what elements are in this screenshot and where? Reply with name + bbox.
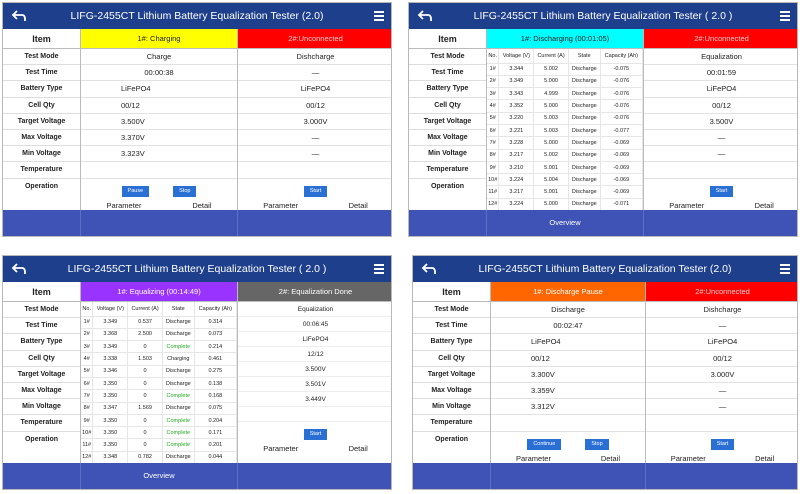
footer-bar [409, 210, 797, 236]
label-test-mode: Test Mode [413, 302, 490, 318]
cell-row [487, 149, 643, 161]
ch2-target-voltage: 3.000V [646, 367, 798, 383]
label-temperature: Temperature [409, 162, 486, 178]
cell-value: 3.350 [93, 390, 128, 402]
cell-value: 0.073 [194, 328, 236, 340]
cell-value: 3.220 [499, 112, 534, 124]
cell-value: Discharge [568, 198, 600, 210]
cell-value: 3.352 [499, 100, 534, 112]
cell-value: -0.069 [600, 149, 642, 161]
label-operation: Operation [430, 182, 465, 190]
cell-value: 5.002 [534, 63, 569, 75]
ch2-target-voltage: 3.500V [644, 114, 798, 130]
ch2-min-voltage: — [646, 399, 798, 415]
panel-discharging [408, 2, 798, 237]
label-target-voltage: Target Voltage [409, 114, 486, 130]
cell-value: 5.002 [534, 149, 569, 161]
label-battery-type: Battery Type [3, 81, 80, 97]
label-min-voltage: Min Voltage [409, 146, 486, 162]
detail-link[interactable]: Detail [600, 453, 621, 463]
parameter-link[interactable]: Parameter [263, 444, 299, 453]
label-column [3, 282, 81, 464]
cell-value: 0 [128, 414, 163, 426]
ch2-cell-qty: 12/12 [238, 347, 392, 362]
cell-value: 3.217 [499, 149, 534, 161]
ch1-target-voltage: 3.500V [81, 114, 237, 130]
ch2-max-voltage: — [644, 130, 798, 146]
channel-1-column [487, 29, 644, 211]
cell-value: Discharge [162, 377, 194, 389]
cell-value: 5.000 [534, 75, 569, 87]
footer-bar [3, 463, 391, 489]
cell-value: 3.217 [499, 186, 534, 198]
cell-value: Discharge [162, 328, 194, 340]
cell-value: 2# [81, 328, 93, 340]
cell-value: 3.350 [93, 414, 128, 426]
ch2-target-voltage: 3.500V [238, 362, 392, 377]
cell-row [81, 353, 237, 365]
ch2-test-time: — [646, 318, 798, 334]
cell-value: 3.221 [499, 124, 534, 136]
cell-row [81, 316, 237, 328]
cell-value: 1# [487, 63, 499, 75]
cell-value: 0.314 [194, 316, 236, 328]
ch1-min-voltage: 3.312V [491, 399, 645, 415]
label-test-mode: Test Mode [3, 49, 80, 65]
cell-value: 1# [81, 316, 93, 328]
cell-row [487, 161, 643, 173]
label-temperature: Temperature [3, 415, 80, 431]
cell-value: 3.338 [93, 353, 128, 365]
cell-value: -0.077 [600, 124, 642, 136]
cell-value: 0 [128, 427, 163, 439]
cell-value: 1.503 [128, 353, 163, 365]
cell-value: 3.346 [93, 365, 128, 377]
channel-1-column [81, 29, 238, 211]
ch2-test-time: 00:01:59 [644, 65, 798, 81]
menu-icon[interactable] [374, 264, 384, 274]
channel-2-column [646, 282, 798, 464]
menu-icon[interactable] [780, 264, 790, 274]
ch2-test-mode: Dishcharge [238, 49, 392, 65]
cell-value: 0.214 [194, 341, 236, 353]
label-max-voltage: Max Voltage [3, 130, 80, 146]
cell-value: 9# [81, 414, 93, 426]
cell-value: 10# [81, 427, 93, 439]
cell-value: 8# [487, 149, 499, 161]
ch2-cell-qty: 00/12 [238, 98, 392, 114]
window-title: LIFG-2455CT Lithium Battery Equalization Tester ( 2.0 ) [67, 263, 327, 275]
label-battery-type: Battery Type [3, 334, 80, 350]
cell-value: 7# [81, 390, 93, 402]
ch2-battery-type: LiFePO4 [644, 81, 798, 97]
cell-value: 12# [81, 451, 93, 463]
cell-row [487, 186, 643, 198]
cell-value: 5.000 [534, 198, 569, 210]
cell-value: Discharge [568, 100, 600, 112]
cell-value: 9# [487, 161, 499, 173]
cell-value: -0.075 [600, 63, 642, 75]
cell-value: 3.349 [93, 341, 128, 353]
channel-2-column [238, 29, 392, 211]
stop-button[interactable]: Stop [173, 186, 196, 197]
cell-value: 3.349 [93, 316, 128, 328]
cell-value: 0.461 [194, 353, 236, 365]
start-button[interactable]: Start [304, 186, 328, 197]
channel-2-status[interactable]: 2#:Unconnected [646, 282, 798, 302]
parameter-link[interactable]: Parameter [263, 200, 299, 210]
ch2-max-voltage: — [238, 130, 392, 146]
ch2-battery-type: LiFePO4 [238, 332, 392, 347]
channel-2-status[interactable]: 2#: Equalization Done [238, 282, 392, 302]
cell-row [81, 377, 237, 389]
label-battery-type: Battery Type [413, 334, 490, 350]
cell-row [81, 390, 237, 402]
title-bar [413, 256, 797, 282]
label-max-voltage: Max Voltage [413, 383, 490, 399]
cell-value: 7# [487, 137, 499, 149]
cell-value: 5.000 [534, 100, 569, 112]
footer-bar [413, 463, 797, 489]
cell-value: 3.343 [499, 88, 534, 100]
ch2-max-voltage: 3.501V [238, 377, 392, 392]
detail-link[interactable]: Detail [192, 200, 212, 210]
cell-value: Discharge [568, 124, 600, 136]
cell-value: 3.224 [499, 198, 534, 210]
label-test-mode: Test Mode [409, 49, 486, 65]
ch2-test-mode: Dishcharge [646, 302, 798, 318]
ch2-test-time: — [238, 65, 392, 81]
cell-row [81, 427, 237, 439]
detail-link[interactable]: Detail [348, 444, 368, 453]
label-target-voltage: Target Voltage [3, 367, 80, 383]
label-test-time: Test Time [3, 318, 80, 334]
cell-row [487, 137, 643, 149]
ch1-test-mode: Discharge [491, 302, 645, 318]
cell-value: Complete [162, 414, 194, 426]
cell-value: Discharge [162, 365, 194, 377]
cell-row [81, 414, 237, 426]
cell-value: 3.347 [93, 402, 128, 414]
cell-value: 12# [487, 198, 499, 210]
cell-value: Complete [162, 341, 194, 353]
overview-tab[interactable]: Overview [81, 463, 238, 489]
cell-rows [487, 63, 643, 211]
channel-1-status[interactable]: 1#: Equalizing (00:14:49) [81, 282, 237, 302]
overview-tab[interactable]: Overview [487, 210, 644, 236]
cell-value: 0.138 [194, 377, 236, 389]
cell-value: -0.069 [600, 186, 642, 198]
channel-1-status[interactable]: 1#: Discharge Pause [491, 282, 645, 302]
ch2-test-time: 00:06:45 [238, 317, 392, 332]
channel-2-column [644, 29, 798, 211]
window-title: LIFG-2455CT Lithium Battery Equalization Tester (2.0) [70, 10, 324, 22]
ch2-min-voltage: — [238, 146, 392, 162]
cell-value: Discharge [568, 112, 600, 124]
cell-value: 0.275 [194, 365, 236, 377]
window-title: LIFG-2455CT Lithium Battery Equalization Tester (2.0) [478, 263, 732, 275]
cell-value: Discharge [568, 137, 600, 149]
cell-row [81, 341, 237, 353]
cell-row [81, 328, 237, 340]
label-test-time: Test Time [409, 65, 486, 81]
label-column [413, 282, 491, 464]
cell-value: 3.348 [93, 451, 128, 463]
panel-discharge-pause [412, 255, 798, 490]
cell-row [487, 63, 643, 75]
cell-row [81, 439, 237, 451]
cell-value: 0.171 [194, 427, 236, 439]
cell-value: 5# [487, 112, 499, 124]
label-cell-qty: Cell Qty [413, 351, 490, 367]
label-test-mode: Test Mode [3, 302, 80, 318]
ch1-battery-type: LiFePO4 [491, 334, 645, 350]
menu-icon[interactable] [374, 11, 384, 21]
label-operation: Operation [24, 182, 59, 190]
ch1-test-mode: Charge [81, 49, 237, 65]
ch2-cell-qty: 00/12 [646, 351, 798, 367]
ch1-max-voltage: 3.359V [491, 383, 645, 399]
cell-value: Discharge [162, 316, 194, 328]
label-cell-qty: Cell Qty [3, 351, 80, 367]
label-operation: Operation [24, 435, 59, 443]
item-header: Item [409, 29, 486, 49]
start-button[interactable]: Start [304, 429, 328, 440]
ch1-target-voltage: 3.300V [491, 367, 645, 383]
cell-value: Charging [162, 353, 194, 365]
cell-value: 3.210 [499, 161, 534, 173]
cell-value: 3.350 [93, 377, 128, 389]
label-test-time: Test Time [413, 318, 490, 334]
label-target-voltage: Target Voltage [413, 367, 490, 383]
parameter-link[interactable]: Parameter [669, 200, 705, 210]
cell-value: 0.201 [194, 439, 236, 451]
title-bar [3, 3, 391, 29]
cell-value: 11# [81, 439, 93, 451]
cell-table: No. Voltage (V) Current (A) State Capacity (Ah) 1# 3.344 5.002 Discharge -0.075 2# 3.349 5.000 Discharge -0.076 3# 3.343 4.999 Discharge -0.076 4# 3.352 5.000 Discharge -0.076 5# 3.220 5.003 Discharge -0.076 6# 3.221 5.003 Discharge -0.077 7# 3.228 5.000 Discharge -0.069 8# 3.217 5.002 Discharge -0.069 9# 3.210 5.001 Discharge -0.069 10# 3.224 5.004 Discharge -0.069 11# 3.217 5.001 Discharge -0.069 12# 3.224 5.000 Discharge -0.071 [487, 49, 643, 211]
cell-value: 0.044 [194, 451, 236, 463]
cell-value: 0 [128, 390, 163, 402]
stop-button[interactable]: Stop [585, 439, 608, 450]
ch2-min-voltage: 3.449V [238, 392, 392, 407]
cell-value: 3# [81, 341, 93, 353]
ch1-temperature [81, 162, 237, 178]
cell-value: Discharge [568, 75, 600, 87]
title-bar [409, 3, 797, 29]
cell-value: 5.003 [534, 112, 569, 124]
item-header: Item [3, 282, 80, 302]
continue-button[interactable]: Continue [527, 439, 561, 450]
cell-row [487, 75, 643, 87]
ch1-battery-type: LiFePO4 [81, 81, 237, 97]
channel-2-column [238, 282, 392, 464]
cell-value: 3# [487, 88, 499, 100]
label-column [409, 29, 487, 211]
cell-row [487, 112, 643, 124]
cell-value: 0 [128, 377, 163, 389]
label-operation: Operation [434, 435, 469, 443]
cell-value: 3.224 [499, 174, 534, 186]
cell-value: 5.003 [534, 124, 569, 136]
parameter-link[interactable]: Parameter [515, 453, 551, 463]
cell-value: 5.004 [534, 174, 569, 186]
cell-value: 11# [487, 186, 499, 198]
cell-value: -0.071 [600, 198, 642, 210]
cell-value: 5.000 [534, 137, 569, 149]
cell-value: Discharge [162, 402, 194, 414]
cell-value: 0.537 [128, 316, 163, 328]
menu-icon[interactable] [780, 11, 790, 21]
cell-value: 2.500 [128, 328, 163, 340]
ch2-min-voltage: — [644, 146, 798, 162]
cell-table: No. Voltage (V) Current (A) State Capacity (Ah) 1# 3.349 0.537 Discharge 0.314 2# 3.368 2.500 Discharge 0.073 3# 3.349 0 Complete 0.214 4# 3.338 1.503 Charging 0.461 5# 3.346 0 Discharge 0.275 6# 3.350 0 Discharge 0.138 7# 3.350 0 Complete 0.168 8# 3.347 1.569 Discharge 0.075 9# 3.350 0 Complete 0.204 10# 3.350 0 Complete 0.171 11# 3.350 0 Complete 0.201 12# 3.348 0.782 Discharge 0.044 [81, 302, 237, 464]
ch2-max-voltage: — [646, 383, 798, 399]
channel-1-status[interactable]: 1#: Charging [81, 29, 237, 49]
cell-value: 2# [487, 75, 499, 87]
ch1-min-voltage: 3.323V [81, 146, 237, 162]
title-bar [3, 256, 391, 282]
label-temperature: Temperature [3, 162, 80, 178]
cell-row [81, 402, 237, 414]
cell-value: 4# [81, 353, 93, 365]
cell-value: 0.204 [194, 414, 236, 426]
cell-rows [81, 316, 237, 464]
item-header: Item [413, 282, 490, 302]
cell-value: 3.228 [499, 137, 534, 149]
cell-value: -0.076 [600, 112, 642, 124]
cell-value: 10# [487, 174, 499, 186]
ch2-temperature [644, 162, 798, 178]
parameter-link[interactable]: Parameter [106, 200, 142, 210]
cell-value: 0 [128, 365, 163, 377]
cell-value: Discharge [568, 149, 600, 161]
cell-value: 0.075 [194, 402, 236, 414]
start-button[interactable]: Start [711, 439, 735, 450]
ch2-battery-type: LiFePO4 [646, 334, 798, 350]
ch1-cell-qty: 00/12 [81, 98, 237, 114]
label-cell-qty: Cell Qty [3, 98, 80, 114]
parameter-link[interactable]: Parameter [670, 453, 706, 463]
ch1-test-time: 00:00:38 [81, 65, 237, 81]
cell-value: 6# [81, 377, 93, 389]
label-max-voltage: Max Voltage [409, 130, 486, 146]
cell-value: Discharge [568, 186, 600, 198]
ch2-test-mode: Equalization [238, 302, 392, 317]
channel-1-status[interactable]: 1#: Discharging (00:01:05) [487, 29, 643, 49]
cell-value: -0.069 [600, 137, 642, 149]
cell-row [81, 365, 237, 377]
cell-value: 5.001 [534, 186, 569, 198]
cell-value: 0 [128, 341, 163, 353]
label-target-voltage: Target Voltage [3, 114, 80, 130]
label-column [3, 29, 81, 211]
cell-row [487, 198, 643, 210]
detail-link[interactable]: Detail [754, 200, 774, 210]
cell-value: Discharge [162, 451, 194, 463]
ch2-temperature [238, 162, 392, 178]
window-title: LIFG-2455CT Lithium Battery Equalization Tester ( 2.0 ) [473, 10, 733, 22]
cell-value: -0.076 [600, 100, 642, 112]
ch1-max-voltage: 3.370V [81, 130, 237, 146]
cell-row [487, 88, 643, 100]
ch1-temperature [491, 415, 645, 431]
ch2-target-voltage: 3.000V [238, 114, 392, 130]
cell-value: 4# [487, 100, 499, 112]
cell-value: 4.999 [534, 88, 569, 100]
cell-value: 6# [487, 124, 499, 136]
panel-charging [2, 2, 392, 237]
cell-value: Complete [162, 390, 194, 402]
cell-row [487, 124, 643, 136]
cell-row [487, 100, 643, 112]
label-min-voltage: Min Voltage [3, 146, 80, 162]
cell-value: -0.069 [600, 174, 642, 186]
cell-value: -0.076 [600, 75, 642, 87]
cell-value: Complete [162, 439, 194, 451]
detail-link[interactable]: Detail [755, 453, 775, 463]
cell-value: 3.368 [93, 328, 128, 340]
ch2-temperature [238, 407, 392, 422]
start-button[interactable]: Start [710, 186, 734, 197]
cell-value: -0.069 [600, 161, 642, 173]
cell-value: 3.350 [93, 439, 128, 451]
ch1-cell-qty: 00/12 [491, 351, 645, 367]
cell-value: 0.782 [128, 451, 163, 463]
cell-value: 5.001 [534, 161, 569, 173]
cell-value: 0 [128, 439, 163, 451]
cell-value: 1.569 [128, 402, 163, 414]
label-min-voltage: Min Voltage [3, 399, 80, 415]
ch2-cell-qty: 00/12 [644, 98, 798, 114]
label-cell-qty: Cell Qty [409, 98, 486, 114]
cell-value: Discharge [568, 161, 600, 173]
cell-value: Complete [162, 427, 194, 439]
cell-value: Discharge [568, 88, 600, 100]
cell-value: 3.349 [499, 75, 534, 87]
cell-value: 5# [81, 365, 93, 377]
cell-value: Discharge [568, 63, 600, 75]
cell-value: 8# [81, 402, 93, 414]
panel-equalizing [2, 255, 392, 490]
label-min-voltage: Min Voltage [413, 399, 490, 415]
cell-row [81, 451, 237, 463]
ch1-test-time: 00:02:47 [491, 318, 645, 334]
label-temperature: Temperature [413, 415, 490, 431]
ch2-test-mode: Equalization [644, 49, 798, 65]
footer-bar [3, 210, 391, 236]
ch2-battery-type: LiFePO4 [238, 81, 392, 97]
label-max-voltage: Max Voltage [3, 383, 80, 399]
pause-button[interactable]: Pause [122, 186, 150, 197]
channel-2-status[interactable]: 2#:Unconnected [644, 29, 798, 49]
cell-row [487, 174, 643, 186]
channel-2-status[interactable]: 2#:Unconnected [238, 29, 392, 49]
channel-1-column [491, 282, 646, 464]
label-test-time: Test Time [3, 65, 80, 81]
cell-value: 3.344 [499, 63, 534, 75]
cell-value: -0.076 [600, 88, 642, 100]
detail-link[interactable]: Detail [348, 200, 368, 210]
label-battery-type: Battery Type [409, 81, 486, 97]
cell-value: 3.350 [93, 427, 128, 439]
item-header: Item [3, 29, 80, 49]
ch2-temperature [646, 415, 798, 431]
cell-value: Discharge [568, 174, 600, 186]
channel-1-column [81, 282, 238, 464]
cell-value: 0.168 [194, 390, 236, 402]
